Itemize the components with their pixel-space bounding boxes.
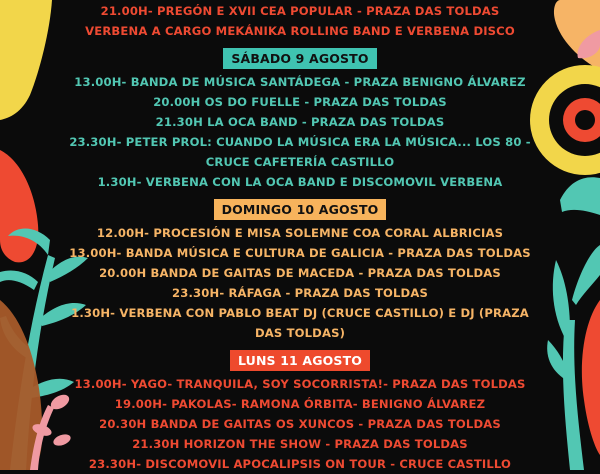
day-header-label: DOMINGO 10 AGOSTO [214,199,387,220]
schedule-line: CRUCE CAFETERÍA CASTILLO [205,155,395,169]
schedule-line: 13.00H- BANDA DE MÚSICA SANTÁDEGA - PRAZA BENIGNO ÁLVAREZ [74,75,526,89]
schedule-line: 1.30H- VERBENA CON LA OCA BAND E DISCOMOVIL VERBENA [97,175,503,189]
day-header-domingo [60,199,540,221]
red-shape-right [582,300,600,455]
day-header-label: LUNS 11 AGOSTO [230,350,370,371]
schedule-line: 13.00H- YAGO- TRANQUILA, SOY SOCORRISTA!- PRAZA DAS TOLDAS [74,377,526,391]
schedule-line: 1.30H- VERBENA CON PABLO BEAT DJ (CRUCE CASTILLO) E DJ (PRAZA [71,306,529,320]
schedule-line: 20.00H OS DO FUELLE - PRAZA DAS TOLDAS [153,95,447,109]
day-header-luns [60,350,540,372]
day-header-label: SÁBADO 9 AGOSTO [223,48,376,69]
red-leaf-left [0,150,38,262]
schedule-line: 12.00H- PROCESIÓN E MISA SOLEMNE COA CORAL ALBRICIAS [96,226,504,240]
schedule-line: DAS TOLDAS) [254,326,346,340]
schedule-line: 13.00H- BANDA MÚSICA E CULTURA DE GALICIA - PRAZA DAS TOLDAS [69,246,531,260]
program-content [60,0,540,474]
schedule-line: 23.30H- DISCOMOVIL APOCALIPSIS ON TOUR - CRUCE CASTILLO [88,457,512,471]
schedule-line: 21.30H HORIZON THE SHOW - PRAZA DAS TOLDAS [132,437,468,451]
schedule-line: 19.00H- PAKOLAS- RAMONA ÓRBITA- BENIGNO ÁLVAREZ [114,397,486,411]
schedule-line: 21.00H- PREGÓN E XVII CEA POPULAR - PRAZA DAS TOLDAS [100,4,500,18]
schedule-line: 20.00H BANDA DE GAITAS DE MACEDA - PRAZA DAS TOLDAS [99,266,501,280]
schedule-line: VERBENA A CARGO MEKÁNIKA ROLLING BAND E VERBENA DISCO [85,24,515,38]
yellow-target-right [530,65,600,175]
schedule-line: 20.30H BANDA DE GAITAS OS XUNCOS - PRAZA DAS TOLDAS [99,417,501,431]
day-header-sabado [60,48,540,70]
yellow-blob-top-left [0,0,52,120]
schedule-line: 23.30H- RÁFAGA - PRAZA DAS TOLDAS [172,286,428,300]
schedule-line: 21.30H LA OCA BAND - PRAZA DAS TOLDAS [155,115,445,129]
schedule-line: 23.30H- PETER PROL: CUANDO LA MÚSICA ERA LA MÚSICA... LOS 80 - [69,135,531,149]
